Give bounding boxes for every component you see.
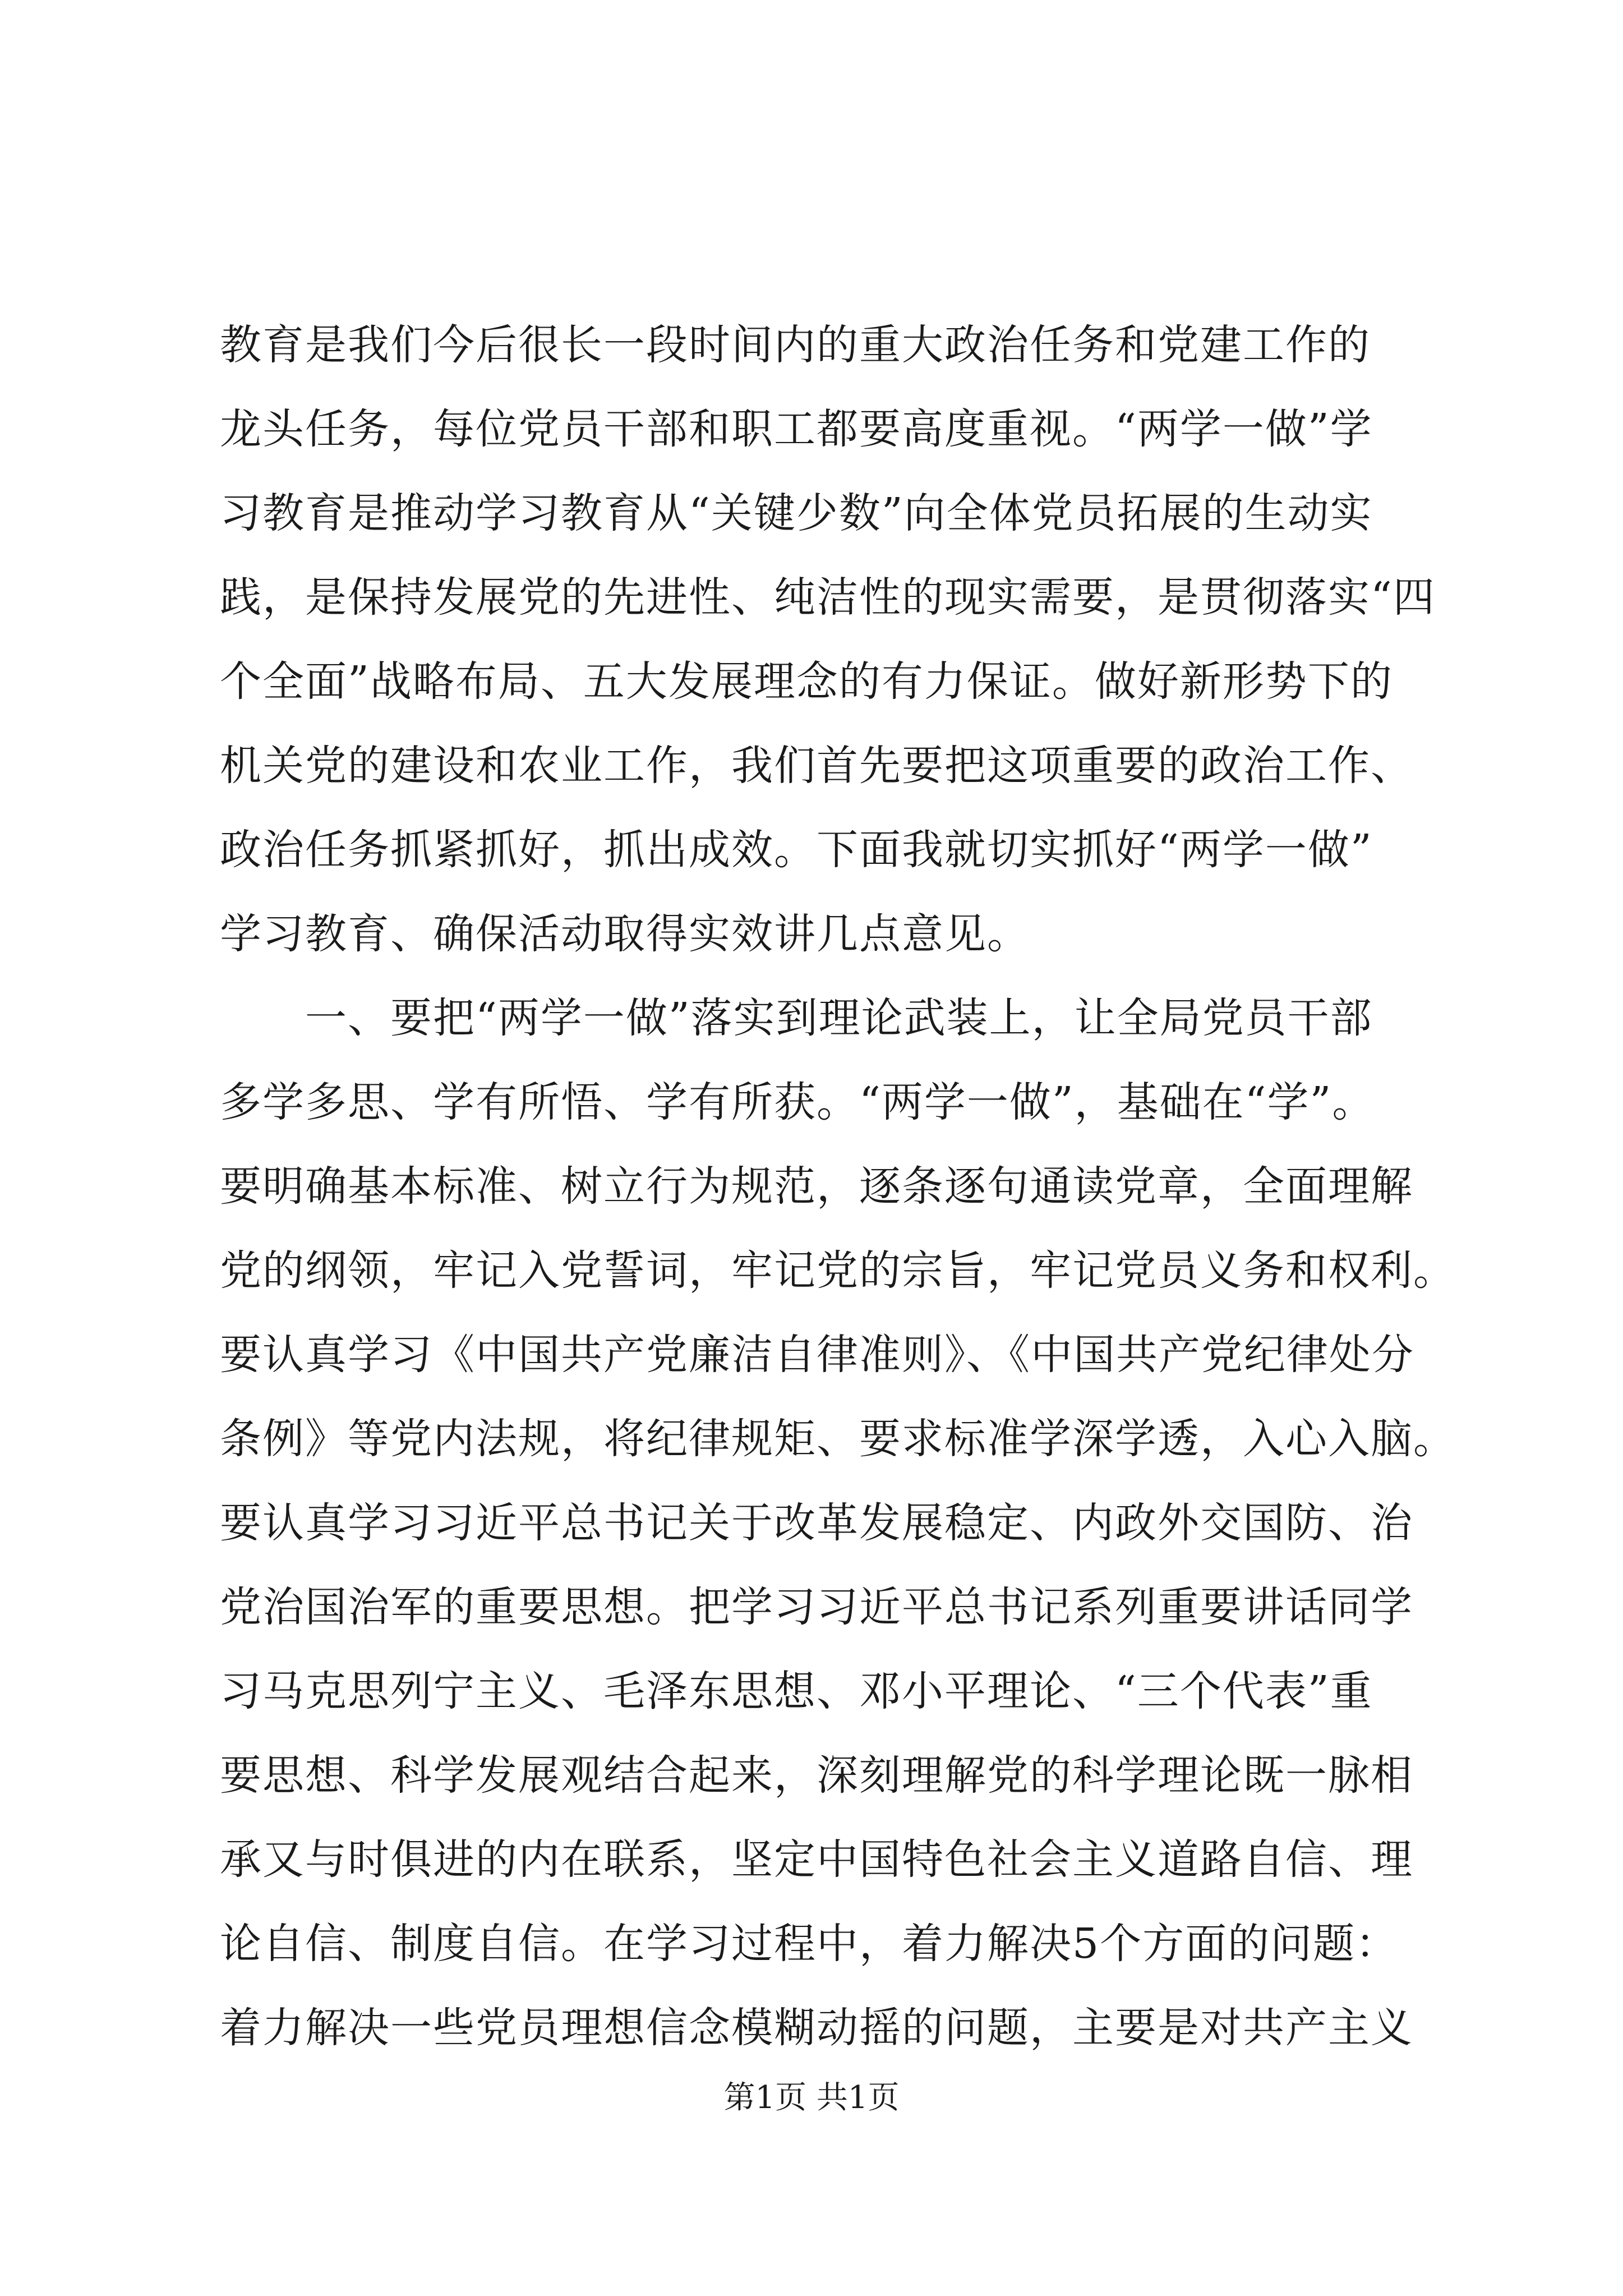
text-line: 承又与时俱进的内在联系，坚定中国特色社会主义道路自信、理 <box>220 1835 1413 1884</box>
text-line: 党的纲领，牢记入党誓词，牢记党的宗旨，牢记党员义务和权利。 <box>220 1246 1456 1295</box>
text-line: 龙头任务，每位党员干部和职工都要高度重视。“两学一做”学 <box>220 405 1373 453</box>
text-line: 教育是我们今后很长一段时间内的重大政治任务和党建工作的 <box>220 321 1371 369</box>
text-line: 政治任务抓紧抓好，抓出成效。下面我就切实抓好“两学一做” <box>220 826 1373 874</box>
text-line: 条例》等党内法规，将纪律规矩、要求标准学深学透，入心入脑。 <box>220 1415 1456 1463</box>
text-line: 多学多思、学有所悟、学有所获。“两学一做”，基础在“学”。 <box>220 1078 1375 1126</box>
text-line: 要认真学习习近平总书记关于改革发展稳定、内政外交国防、治 <box>220 1499 1413 1547</box>
text-line: 要认真学习《中国共产党廉洁自律准则》、《中国共产党纪律处分 <box>220 1331 1414 1379</box>
text-line: 要明确基本标准、树立行为规范，逐条逐句通读党章，全面理解 <box>220 1162 1413 1211</box>
text-line: 论自信、制度自信。在学习过程中，着力解决5个方面的问题： <box>220 1920 1399 1968</box>
page-footer: 第1页 共1页 <box>723 2079 900 2116</box>
text-line: 着力解决一些党员理想信念模糊动摇的问题，主要是对共产主义 <box>220 2004 1413 2052</box>
text-line: 个全面”战略布局、五大发展理念的有力保证。做好新形势下的 <box>220 657 1393 706</box>
text-line: 习教育是推动学习教育从“关键少数”向全体党员拓展的生动实 <box>220 489 1373 537</box>
text-line: 习马克思列宁主义、毛泽东思想、邓小平理论、“三个代表”重 <box>220 1667 1373 1715</box>
text-line: 学习教育、确保活动取得实效讲几点意见。 <box>220 910 1030 958</box>
text-line: 机关党的建设和农业工作，我们首先要把这项重要的政治工作、 <box>220 742 1413 790</box>
text-line: 要思想、科学发展观结合起来，深刻理解党的科学理论既一脉相 <box>220 1751 1413 1800</box>
body-text <box>220 303 1456 2070</box>
text-line: 践，是保持发展党的先进性、纯洁性的现实需要，是贯彻落实“四 <box>220 573 1436 622</box>
text-line: 一、要把“两学一做”落实到理论武装上，让全局党员干部 <box>220 994 1373 1042</box>
text-line: 党治国治军的重要思想。把学习习近平总书记系列重要讲话同学 <box>220 1583 1413 1631</box>
